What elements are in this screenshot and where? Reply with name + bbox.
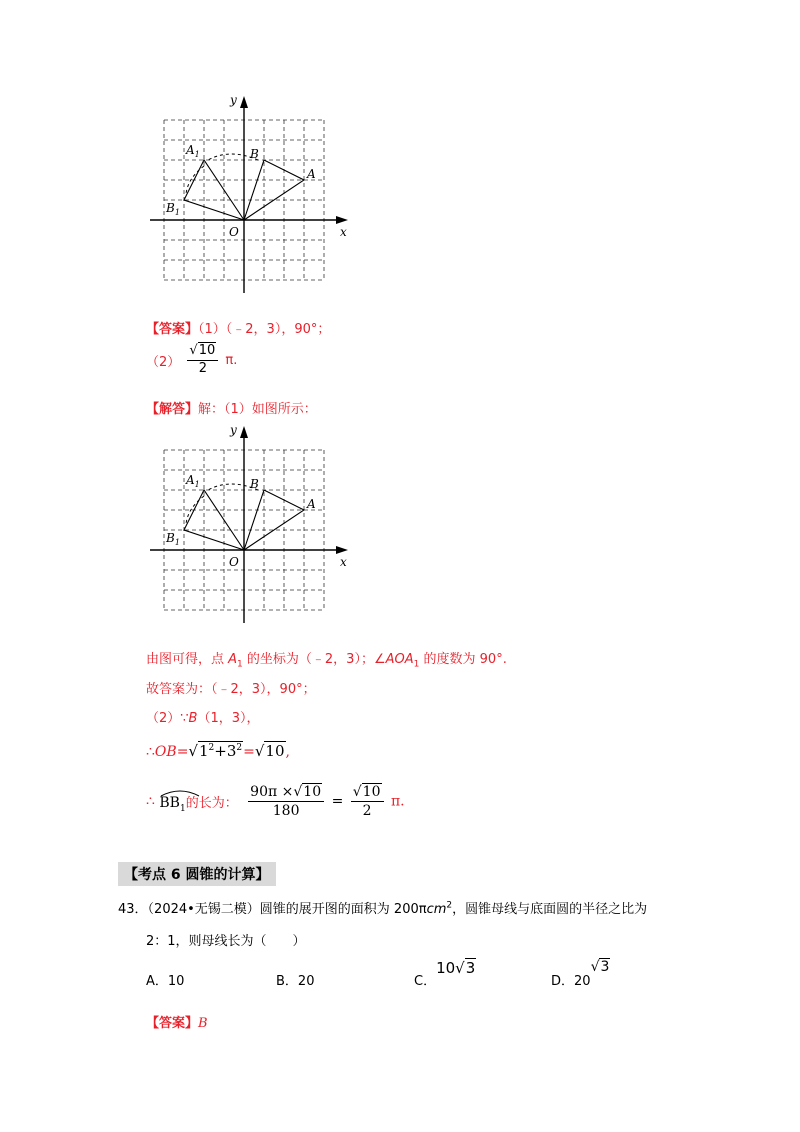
solution-line-4 bbox=[146, 742, 290, 760]
solution-intro-text: 解：（1）如图所示： bbox=[198, 402, 317, 417]
s1-sub2: 1 bbox=[413, 659, 420, 670]
coordinate-figure-2 bbox=[150, 418, 360, 623]
opt-d-label: D．20 bbox=[551, 974, 591, 989]
s5-num-rad: 10 bbox=[303, 784, 322, 800]
answer-line-1 bbox=[146, 318, 330, 337]
q-sup: 2 bbox=[446, 900, 453, 911]
q-line1-b: ，圆锥母线与底面圆的半径之比为 bbox=[452, 902, 648, 917]
s5-den: 180 bbox=[272, 803, 300, 820]
s4-sq2: 2 bbox=[236, 743, 243, 753]
s5-fnum: 10 bbox=[362, 784, 381, 800]
solution-line-1 bbox=[146, 648, 507, 670]
answer-frac-num: 10 bbox=[198, 343, 216, 358]
answer-line-2 bbox=[146, 344, 237, 377]
answer-tag: 【答案】 bbox=[146, 322, 199, 337]
s5-num-a: 90π × bbox=[250, 784, 294, 800]
s4-eq2: = bbox=[243, 744, 255, 760]
x-axis-label: x bbox=[340, 225, 347, 239]
arc-label: BB bbox=[159, 795, 180, 812]
s4-rad-a: 1 bbox=[198, 742, 209, 760]
solution-line-2: 故答案为：（﹣2，3），90°； bbox=[146, 682, 316, 697]
s1-a: 由图可得，点 bbox=[146, 652, 229, 667]
arc-length-fraction: $\frac{90\pi \times√10}{180}$ bbox=[248, 784, 324, 819]
s4-eq: = bbox=[176, 744, 189, 760]
s4-therefore: ∴ bbox=[146, 744, 155, 760]
arc-symbol bbox=[159, 789, 201, 797]
final-answer bbox=[146, 1012, 208, 1031]
point-label-b1: $B_1$ bbox=[166, 531, 180, 547]
question-line-1 bbox=[118, 898, 647, 917]
s5-b: 的长为： bbox=[185, 796, 238, 812]
arc-sub: 1 bbox=[179, 803, 186, 814]
option-c bbox=[414, 958, 476, 989]
point-label-a: A bbox=[307, 497, 316, 511]
s4-end: , bbox=[285, 744, 290, 760]
s5-eq: = bbox=[331, 793, 344, 810]
opt-c-value: 10√3 bbox=[436, 959, 476, 977]
point-label-a1: $A_1$ bbox=[186, 143, 200, 159]
solution-tag: 【解答】 bbox=[146, 402, 199, 417]
s4-rad-b: 3 bbox=[226, 742, 237, 760]
section-title: 【考点 6 圆锥的计算】 bbox=[118, 862, 276, 886]
origin-label: O bbox=[229, 555, 239, 569]
s4-radical: $√1^2+3^2$ bbox=[188, 742, 243, 760]
point-label-b: B bbox=[250, 477, 259, 491]
answer-fraction: $\frac{√10}{2}$ bbox=[187, 344, 218, 377]
y-axis-label: y bbox=[230, 93, 237, 107]
option-a: A．10 bbox=[146, 974, 185, 989]
origin-label: O bbox=[229, 225, 239, 239]
option-b: B．20 bbox=[276, 974, 315, 989]
s4-plus: + bbox=[214, 742, 227, 760]
y-axis-label: y bbox=[230, 423, 237, 437]
point-label-a: A bbox=[307, 167, 316, 181]
final-answer-tag: 【答案】 bbox=[146, 1016, 199, 1031]
s1-b: 的坐标为（﹣2，3）；∠ bbox=[242, 652, 386, 667]
axes bbox=[150, 426, 348, 623]
opt-d-rad: √3 bbox=[590, 959, 610, 975]
x-axis-label: x bbox=[340, 555, 347, 569]
s4-result: √10 bbox=[254, 742, 285, 760]
s1-aoa: AOA bbox=[385, 652, 414, 667]
answer-frac-den: 2 bbox=[198, 360, 207, 376]
s1-sub: 1 bbox=[237, 659, 243, 670]
final-answer-value: B bbox=[198, 1016, 208, 1031]
s5-therefore: ∴ bbox=[146, 793, 155, 810]
s3-a: （2）∵ bbox=[146, 711, 189, 726]
arc-bb1 bbox=[159, 789, 185, 814]
s5-pi: π. bbox=[390, 793, 405, 810]
answer-part2-prefix: （2） bbox=[146, 354, 181, 370]
result-fraction: $\frac{√10}{2}$ bbox=[351, 784, 384, 819]
opt-c-label: C． bbox=[414, 974, 437, 989]
axes bbox=[150, 96, 348, 293]
s1-c: 的度数为 90°. bbox=[419, 652, 507, 667]
option-d bbox=[551, 958, 610, 989]
point-label-a1: $A_1$ bbox=[186, 473, 200, 489]
question-line-2: 2：1，则母线长为（ ） bbox=[146, 934, 306, 949]
answer-part1: （1）（﹣2，3），90°； bbox=[198, 322, 331, 337]
coordinate-figure-1 bbox=[150, 88, 360, 293]
s1-A: A bbox=[228, 652, 238, 667]
q-unit: cm bbox=[426, 902, 447, 917]
solution-intro bbox=[146, 398, 317, 417]
solution-line-3 bbox=[146, 707, 260, 726]
q-line1-a: 43．（2024•无锡二模）圆锥的展开图的面积为 200π bbox=[118, 902, 427, 917]
point-label-b: B bbox=[250, 147, 259, 161]
point-label-b1: $B_1$ bbox=[166, 201, 180, 217]
solution-line-5 bbox=[146, 784, 405, 819]
answer-pi: π. bbox=[225, 352, 238, 368]
s4-ob: OB bbox=[154, 744, 177, 760]
s5-fden: 2 bbox=[362, 803, 372, 820]
s3-B: B bbox=[188, 711, 198, 726]
s3-b: （1，3）， bbox=[197, 711, 260, 726]
s4-sq1: 2 bbox=[208, 743, 215, 753]
